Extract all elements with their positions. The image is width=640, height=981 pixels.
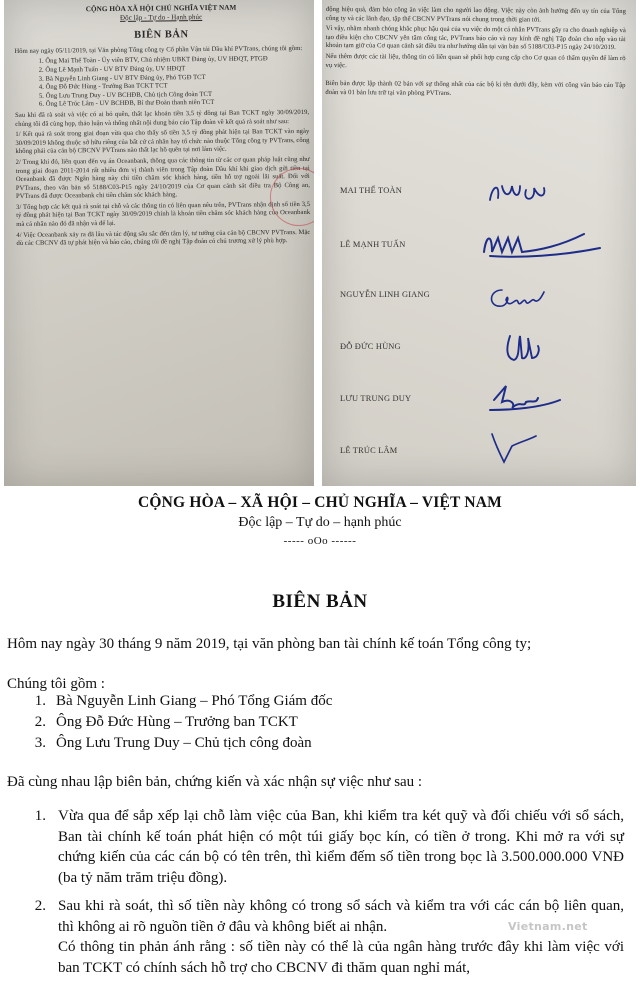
typed-document [0,488,640,981]
signature-icon [480,380,610,420]
signature-icon [480,432,610,472]
finding-number: 2. [34,898,46,914]
finding-item [20,806,624,888]
signatory-name: LÊ MẠNH TUẤN [340,240,406,249]
photo-right-paragraph: Vì vậy, nhằm nhanh chóng khắc phục hậu quả của vụ việc do một cá nhân PVTrans gây ra cho doanh nghiệp và tạo điều kiện cho CBCNV yên tâm công tác, PVTrans báo cáo và nay kính đề nghị Tập đoàn cho nộp vào tài khoản tạm giữ của Cơ quan cảnh sát điều tra như hướng dẫn tại văn bản số 5188/C03-P15 ngày 24/10/2019. [325,25,626,52]
members-label: Chúng tôi gồm : [7,676,105,692]
photo-left-paragraph: 1/ Kết quả rà soát trong giai đoạn vừa qua cho thấy số tiền 3,5 tỷ đồng phát hiện tại Ban TCKT vào ngày 30/09/2019 không thuộc sở hữu riêng của bất cứ cá nhân hay tổ chức nào thuộc Tổng công ty PVTrans, công không phải của cán bộ CBCNV PVTrans nào thất lạc hồ quên tại nơi làm việc. [15,128,310,156]
signatory-name: LÊ TRÚC LÂM [340,446,398,455]
photo-left-paragraph: 2/ Trong khi đó, liên quan đến vụ án Oceanbank, thông qua các thông tin từ các cơ quan pháp luật cũng như trong giai đoạn 2011-2014 rất nhiều đơn vị thành viên trong Tập đoàn Dầu khí khi giao dịch gửi tiền tại Oceanbank đã được Ngân hàng này chi tiền chăm sóc khách hàng, tiền hỗ trợ ngoài lãi suất. Đối với PVTrans, theo văn bản số 5188/C03-P15 ngày 24/10/2019 của Cơ quan cảnh sát điều tra Bộ Công an, PVTrans đã được Oceanbank chi tiền chăm sóc khách hàng. [15,155,310,201]
signature-icon [480,172,610,212]
signature-icon [480,328,610,368]
finding-number: 1. [34,808,46,824]
photo-left-title: BIÊN BẢN [134,29,189,41]
member-number: 2. [34,714,46,730]
member-number: 3. [34,735,46,751]
photo-left-member: 5. Ông Lưu Trung Duy - UV BCHĐB, Chủ tịch Công đoàn TCT [38,90,213,100]
photo-right-content [325,4,626,101]
signature-icon [480,276,610,316]
photo-left-paragraph: 3/ Tổng hợp các kết quả rà soát tại chỗ và các thông tin có liên quan nêu trên, PVTrans nhận định số tiền 3,5 tỷ đồng phát hiện tại Ban TCKT ngày 30/09/2019 chính là khoản tiền chăm sóc khách hàng của Oceanbank mà cá nhân nào đó đã nhận và để lại. [16,200,311,229]
signature-row [340,240,630,260]
members-list [20,691,332,754]
photo-left-paragraph: 4/ Việc Oceanbank xảy ra đã lâu và tác động sâu sắc đến tâm lý, tư tưởng của cán bộ CBCNV PVTrans. Mặc dù các CBCNV đã tự phát hiện và báo cáo, chúng tôi đề nghị Tập đoàn có chủ trương xử lý phù hợp. [16,228,311,248]
vietnamnet-watermark: Vietnam.net [508,920,588,933]
photo-left-member: 2. Ông Lê Mạnh Tuấn - UV BTV Đảng ủy, UV HĐQT [38,65,186,74]
photo-left-intro: Hôm nay ngày 05/11/2019, tại Văn phòng Tổng công ty Cổ phần Vận tải Dầu khí PVTrans, chúng tôi gồm: [14,44,303,55]
photo-left-member: 1. Ông Mai Thế Toàn - Ủy viên BTV, Chủ nhiệm UBKT Đảng ủy, UV HĐQT, PTGĐ [38,55,268,66]
signature-row [340,186,630,206]
signatory-name: MAI THẾ TOÀN [340,186,402,195]
signature-row [340,342,630,362]
member-text: Bà Nguyễn Linh Giang – Phó Tổng Giám đốc [56,693,333,709]
member-item [20,691,332,712]
photo-left-page [4,0,314,486]
photo-left-header: CỘNG HÒA XÃ HỘI CHỦ NGHĨA VIỆT NAM [85,3,237,14]
signature-row [340,290,630,310]
signature-row [340,446,630,466]
member-number: 1. [34,693,46,709]
header-decoration: ----- oOo ------ [283,535,357,547]
photo-right-paragraph: Biên bản được lập thành 02 bản với sự thống nhất của các bộ kí tên dưới đây, kèm với công văn báo cáo Tập đoàn và 01 bản lưu trữ tại văn phòng PVTrans. [325,80,626,97]
national-motto: Độc lập – Tự do – hạnh phúc [238,515,402,530]
signatory-name: LƯU TRUNG DUY [340,394,412,403]
photo-left-member: 3. Bà Nguyễn Linh Giang - UV BTV Đảng ủy, Phó TGĐ TCT [38,73,206,83]
scanned-photos [0,0,640,488]
agreement-line: Đã cùng nhau lập biên bản, chứng kiến và xác nhận sự việc như sau : [7,774,423,790]
photo-left-member: 6. Ông Lê Trúc Lâm - UV BCHĐB, Bí thư Đoàn thanh niên TCT [38,99,215,109]
finding-item [20,896,624,978]
signatory-name: NGUYỄN LINH GIANG [340,290,430,299]
member-text: Ông Đỗ Đức Hùng – Trưởng ban TCKT [56,714,298,730]
document-title: BIÊN BẢN [272,591,368,612]
photo-left-paragraph: Sau khi đã rà soát và việc có ai bỏ quên, thất lạc khoản tiền 3,5 tỷ đồng tại Ban TCKT ngày 30/09/2019, chúng tôi đã cùng họp, thảo luận và thống nhất nội dung báo cáo Tập đoàn về kết quả rà soát như sau: [15,108,310,128]
photo-right-page [322,0,636,486]
finding-text: Vừa qua để sắp xếp lại chỗ làm việc của Ban, khi kiểm tra két quỹ và đối chiếu với sổ sách, Ban tài chính kế toán phát hiện có một túi giấy bọc kín, có tiền ở trong. Khi mở ra với sự chứng kiến của các cán bộ có tên trên, thì kiểm đếm số tiền trong bọc là 3.500.000.000 VNĐ (ba tỷ năm trăm triệu đồng). [58,808,624,886]
member-item [20,712,332,733]
finding-text [58,896,624,978]
member-text: Ông Lưu Trung Duy – Chủ tịch công đoàn [56,735,312,751]
finding-text-extra: Có thông tin phản ánh rằng : số tiền này có thể là của ngân hàng trước đây khi làm việc với ban TCKT có chính sách hỗ trợ cho CBCNV đi thăm quan nghỉ mát, [58,939,624,976]
national-title: CỘNG HÒA – XÃ HỘI – CHỦ NGHĨA – VIỆT NAM [138,494,502,511]
photo-left-members [39,55,310,109]
photo-divider [314,0,322,486]
photo-right-paragraph: Nếu thêm được các tài liệu, thông tin có liên quan sẽ phối hợp cung cấp cho Cơ quan có thẩm quyền để làm rõ vụ việc. [325,52,626,69]
photo-left-motto: Độc lập - Tự do - Hạnh phúc [119,12,203,22]
photo-left-content [14,3,311,251]
signature-row [340,394,630,414]
photo-right-paragraph: động hiệu quả, đảm bảo công ăn việc làm cho người lao động. Việc này còn ảnh hưởng đến uy tín của Tổng công ty và các lãnh đạo, tập thể CBCNV PVTrans nói chung trong thời gian tới. [325,5,626,24]
member-item [20,733,332,754]
document-intro: Hôm nay ngày 30 tháng 9 năm 2019, tại văn phòng ban tài chính kế toán Tổng công ty; [7,636,532,652]
signatory-name: ĐỖ ĐỨC HÙNG [340,342,401,351]
signature-icon [480,226,610,266]
finding-text-main: Sau khi rà soát, thì số tiền này không có trong sổ sách và kiểm tra với các cán bộ liên quan, thì không ai rõ nguồn tiền ở đâu và không biết ai nhận. [58,898,624,935]
photo-left-member: 4. Ông Đỗ Đức Hùng - Trưởng Ban TCKT TCT [38,82,168,91]
